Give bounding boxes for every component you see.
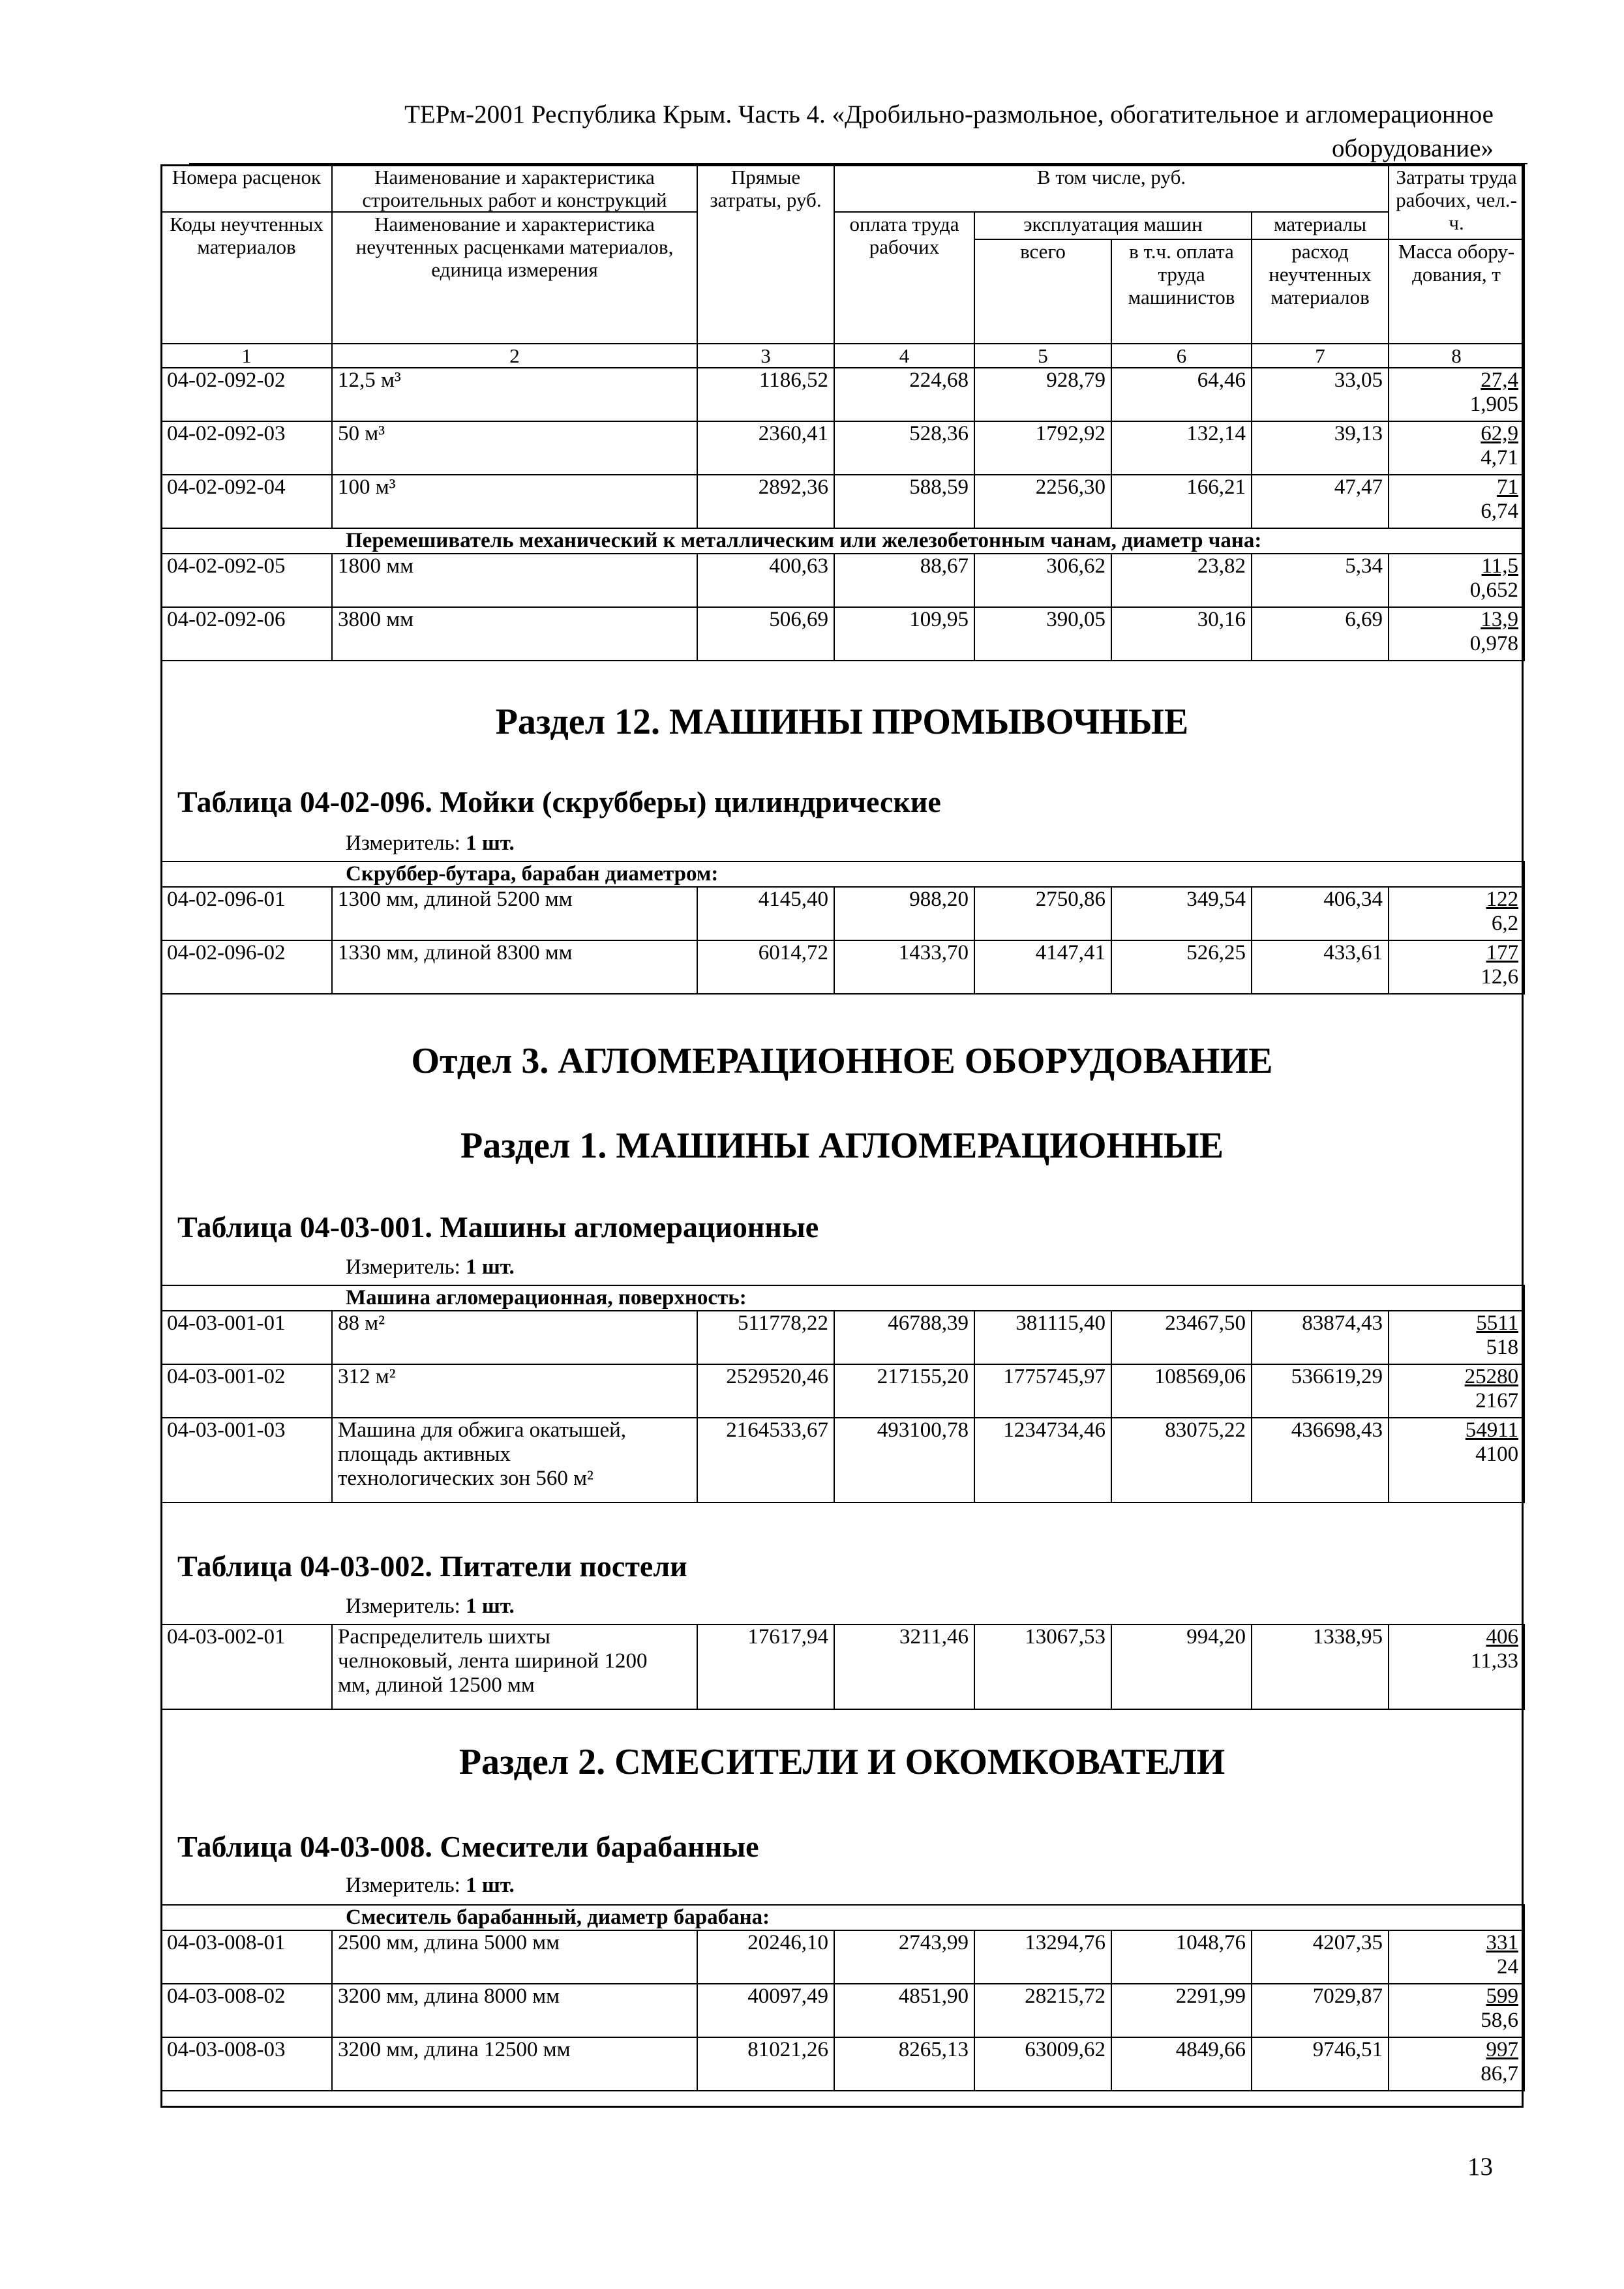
table-002-measure	[346, 1594, 515, 1619]
group-title: Скруббер-бутара, барабан диаметром:	[161, 861, 1524, 887]
incl-header: В том числе, руб.	[834, 165, 1389, 212]
group-title: Перемешиватель механический к металлическим или железобетонным чанам, диаметр чана:	[161, 528, 1524, 554]
table-001	[160, 1285, 1525, 1503]
table-008	[160, 1904, 1525, 2091]
section-12-title: Раздел 12. МАШИНЫ ПРОМЫВОЧНЫЕ	[495, 702, 1189, 742]
measure-label: Измеритель:	[346, 831, 460, 855]
labor-cost: 46788,39	[834, 1311, 974, 1364]
machine-cost: 1792,92	[974, 421, 1111, 475]
rate-code: 04-03-008-02	[161, 1984, 332, 2037]
rate-code: 04-03-008-01	[161, 1930, 332, 1984]
machine-cost: 13067,53	[974, 1624, 1111, 1709]
direct-cost: 2164533,67	[697, 1418, 834, 1503]
machine-cost: 4147,41	[974, 940, 1111, 994]
page-header	[189, 98, 1494, 166]
material-cost: 47,47	[1252, 475, 1389, 528]
rate-code: 04-03-008-03	[161, 2037, 332, 2091]
table-row	[161, 475, 1524, 528]
material-cost: 436698,43	[1252, 1418, 1389, 1503]
rate-name-line-2: площадь активных	[338, 1443, 511, 1466]
direct-cost: 20246,10	[697, 1930, 834, 1984]
machinist-cost: 23467,50	[1111, 1311, 1252, 1364]
table-row	[161, 421, 1524, 475]
group-row	[161, 1905, 1524, 1930]
table-001-measure	[346, 1255, 515, 1279]
labor-cost: 224,68	[834, 368, 974, 421]
direct-cost: 4145,40	[697, 887, 834, 940]
direct-cost: 2360,41	[697, 421, 834, 475]
material-cost: 7029,87	[1252, 1984, 1389, 2037]
machine-cost: 381115,40	[974, 1311, 1111, 1364]
table-row	[161, 607, 1524, 661]
rate-name: 3800 мм	[332, 607, 697, 661]
rate-code: 04-03-002-01	[161, 1624, 332, 1709]
section-1-title: Раздел 1. МАШИНЫ АГЛОМЕРАЦИОННЫЕ	[460, 1126, 1224, 1166]
rate-name: 2500 мм, длина 5000 мм	[332, 1930, 697, 1984]
measure-value: 1 шт.	[466, 1594, 515, 1618]
machine-cost: 928,79	[974, 368, 1111, 421]
equipment-mass: 86,7	[1481, 2062, 1519, 2086]
material-cost: 6,69	[1252, 607, 1389, 661]
equipment-mass: 58,6	[1481, 2009, 1519, 2032]
table-row	[161, 1418, 1524, 1503]
rate-code: 04-02-092-06	[161, 607, 332, 661]
labor-cost: 588,59	[834, 475, 974, 528]
machinist-cost: 30,16	[1111, 607, 1252, 661]
equipment-mass: 24	[1497, 1955, 1519, 1979]
labor-hours: 13,9	[1481, 608, 1519, 631]
measure-label: Измеритель:	[346, 1255, 460, 1279]
labor-cost: 528,36	[834, 421, 974, 475]
col-num-1: 1	[161, 344, 332, 368]
machinist-cost: 83075,22	[1111, 1418, 1252, 1503]
table-row	[161, 554, 1524, 607]
rate-name: 1300 мм, длиной 5200 мм	[332, 887, 697, 940]
page-number: 13	[1467, 2153, 1493, 2181]
labor-cost: 2743,99	[834, 1930, 974, 1984]
rate-name-line-1: Машина для обжига окатышей,	[338, 1418, 627, 1442]
table-096-measure	[346, 831, 515, 856]
rate-name: 1800 мм	[332, 554, 697, 607]
table-row	[161, 940, 1524, 994]
rate-name: 1330 мм, длиной 8300 мм	[332, 940, 697, 994]
direct-cost: 2529520,46	[697, 1364, 834, 1418]
machinist-cost: 349,54	[1111, 887, 1252, 940]
material-cost: 406,34	[1252, 887, 1389, 940]
otdel-3-title: Отдел 3. АГЛОМЕРАЦИОННОЕ ОБОРУДОВАНИЕ	[411, 1041, 1273, 1081]
col2-top: Наименование и характеристика строительных работ и конструкций	[332, 165, 697, 212]
col-num-3: 3	[697, 344, 834, 368]
equipment-mass: 1,905	[1469, 393, 1519, 416]
table-001-title: Таблица 04-03-001. Машины агломерационные	[177, 1210, 819, 1244]
table-096	[160, 861, 1525, 995]
machinist-cost: 23,82	[1111, 554, 1252, 607]
header-line-2: оборудование»	[1332, 134, 1494, 162]
col-num-8: 8	[1389, 344, 1524, 368]
labor-hours: 331	[1486, 1931, 1519, 1954]
rate-name-line-2: челноковый, лента шириной 1200	[338, 1649, 648, 1673]
rate-code: 04-02-092-03	[161, 421, 332, 475]
rate-code: 04-02-092-04	[161, 475, 332, 528]
labor-hours: 62,9	[1481, 422, 1519, 445]
table-008-title: Таблица 04-03-008. Смесители барабанные	[177, 1830, 759, 1863]
direct-cost: 17617,94	[697, 1624, 834, 1709]
machine-cost: 1234734,46	[974, 1418, 1111, 1503]
machine-cost: 306,62	[974, 554, 1111, 607]
machinist-cost: 2291,99	[1111, 1984, 1252, 2037]
col8-bottom: Масса обору-дования, т	[1389, 239, 1524, 344]
rate-name: 3200 мм, длина 8000 мм	[332, 1984, 697, 2037]
direct-cost: 81021,26	[697, 2037, 834, 2091]
col4-header: оплата труда рабочих	[834, 212, 974, 344]
labor-cost: 493100,78	[834, 1418, 974, 1503]
col3-header: Прямые затраты, руб.	[697, 165, 834, 344]
material-cost: 39,13	[1252, 421, 1389, 475]
table-row	[161, 1624, 1524, 1709]
col-num-4: 4	[834, 344, 974, 368]
material-cost: 4207,35	[1252, 1930, 1389, 1984]
group-title: Машина агломерационная, поверхность:	[161, 1285, 1524, 1311]
equipment-mass: 6,74	[1481, 500, 1519, 523]
rate-code: 04-02-092-05	[161, 554, 332, 607]
table-row	[161, 1364, 1524, 1418]
machine-cost: 63009,62	[974, 2037, 1111, 2091]
table-row	[161, 1311, 1524, 1364]
rate-name-line-3: технологических зон 560 м²	[338, 1467, 594, 1490]
machine-cost: 1775745,97	[974, 1364, 1111, 1418]
machine-cost: 13294,76	[974, 1930, 1111, 1984]
direct-cost: 6014,72	[697, 940, 834, 994]
col7-header: расход неучтенных материалов	[1252, 239, 1389, 344]
machinist-cost: 132,14	[1111, 421, 1252, 475]
labor-hours: 27,4	[1481, 368, 1519, 392]
measure-label: Измеритель:	[346, 1594, 460, 1618]
col6-header: в т.ч. оплата труда машинистов	[1111, 239, 1252, 344]
table-002	[160, 1624, 1525, 1710]
labor-hours: 406	[1486, 1625, 1518, 1649]
measure-value: 1 шт.	[466, 1255, 515, 1279]
col-num-6: 6	[1111, 344, 1252, 368]
labor-hours: 71	[1497, 475, 1519, 499]
rate-code: 04-02-096-01	[161, 887, 332, 940]
labor-hours: 54911	[1465, 1418, 1519, 1442]
labor-hours: 25280	[1464, 1365, 1519, 1388]
rate-code: 04-02-096-02	[161, 940, 332, 994]
equipment-mass: 4100	[1475, 1443, 1519, 1466]
rate-code: 04-03-001-03	[161, 1418, 332, 1503]
labor-cost: 109,95	[834, 607, 974, 661]
labor-cost: 8265,13	[834, 2037, 974, 2091]
material-cost: 5,34	[1252, 554, 1389, 607]
labor-cost: 217155,20	[834, 1364, 974, 1418]
equipment-mass: 0,652	[1469, 578, 1519, 602]
machinist-cost: 166,21	[1111, 475, 1252, 528]
direct-cost: 400,63	[697, 554, 834, 607]
material-cost: 33,05	[1252, 368, 1389, 421]
rates-table-top	[160, 164, 1525, 661]
table-row	[161, 887, 1524, 940]
machinist-cost: 4849,66	[1111, 2037, 1252, 2091]
material-cost: 9746,51	[1252, 2037, 1389, 2091]
table-096-title: Таблица 04-02-096. Мойки (скрубберы) цилиндрические	[177, 785, 941, 818]
equipment-mass: 0,978	[1469, 632, 1519, 655]
col-num-5: 5	[974, 344, 1111, 368]
rate-name: 88 м²	[332, 1311, 697, 1364]
measure-label: Измеритель:	[346, 1874, 460, 1897]
col1-bottom: Коды неучтенных материалов	[161, 212, 332, 344]
equipment-mass: 6,2	[1491, 912, 1519, 935]
machine-cost: 28215,72	[974, 1984, 1111, 2037]
machine-cost: 390,05	[974, 607, 1111, 661]
group-row	[161, 861, 1524, 887]
rate-name: 100 м³	[332, 475, 697, 528]
labor-cost: 988,20	[834, 887, 974, 940]
machines-header: эксплуатация машин	[974, 212, 1252, 239]
machine-cost: 2750,86	[974, 887, 1111, 940]
material-cost: 1338,95	[1252, 1624, 1389, 1709]
col2-bottom: Наименование и характеристика неучтенных расценками материалов, единица измерения	[332, 212, 697, 344]
machinist-cost: 526,25	[1111, 940, 1252, 994]
col5-header: всего	[974, 239, 1111, 344]
labor-hours: 599	[1486, 1984, 1519, 2008]
rate-name: 3200 мм, длина 12500 мм	[332, 2037, 697, 2091]
labor-cost: 3211,46	[834, 1624, 974, 1709]
table-row	[161, 368, 1524, 421]
rate-name: 312 м²	[332, 1364, 697, 1418]
rate-code: 04-03-001-02	[161, 1364, 332, 1418]
col-num-7: 7	[1252, 344, 1389, 368]
material-cost: 83874,43	[1252, 1311, 1389, 1364]
labor-hours: 177	[1486, 941, 1519, 965]
direct-cost: 40097,49	[697, 1984, 834, 2037]
group-row	[161, 1285, 1524, 1311]
group-title: Смеситель барабанный, диаметр барабана:	[161, 1905, 1524, 1930]
col-num-2: 2	[332, 344, 697, 368]
col8-top: Затраты труда рабочих, чел.-ч.	[1389, 165, 1524, 239]
equipment-mass: 12,6	[1481, 965, 1519, 989]
labor-cost: 1433,70	[834, 940, 974, 994]
equipment-mass: 4,71	[1481, 446, 1519, 470]
labor-cost: 88,67	[834, 554, 974, 607]
table-row	[161, 2037, 1524, 2091]
machinist-cost: 64,46	[1111, 368, 1252, 421]
equipment-mass: 11,33	[1470, 1649, 1518, 1673]
section-2-title: Раздел 2. СМЕСИТЕЛИ И ОКОМКОВАТЕЛИ	[459, 1742, 1226, 1782]
labor-hours: 11,5	[1481, 554, 1519, 578]
machinist-cost: 1048,76	[1111, 1930, 1252, 1984]
labor-hours: 122	[1486, 888, 1519, 911]
group-row	[161, 528, 1524, 554]
equipment-mass: 2167	[1475, 1389, 1519, 1413]
table-008-measure	[346, 1874, 515, 1898]
machinist-cost: 108569,06	[1111, 1364, 1252, 1418]
direct-cost: 506,69	[697, 607, 834, 661]
rate-code: 04-02-092-02	[161, 368, 332, 421]
materials-header: материалы	[1252, 212, 1389, 239]
rate-name: 12,5 м³	[332, 368, 697, 421]
labor-hours: 5511	[1476, 1311, 1519, 1335]
rate-name: 50 м³	[332, 421, 697, 475]
col1-top: Номера расценок	[161, 165, 332, 212]
table-002-title: Таблица 04-03-002. Питатели постели	[177, 1549, 687, 1583]
measure-value: 1 шт.	[466, 1874, 515, 1897]
direct-cost: 511778,22	[697, 1311, 834, 1364]
material-cost: 536619,29	[1252, 1364, 1389, 1418]
measure-value: 1 шт.	[466, 831, 515, 855]
table-row	[161, 1930, 1524, 1984]
direct-cost: 2892,36	[697, 475, 834, 528]
direct-cost: 1186,52	[697, 368, 834, 421]
machinist-cost: 994,20	[1111, 1624, 1252, 1709]
table-row	[161, 1984, 1524, 2037]
rate-code: 04-03-001-01	[161, 1311, 332, 1364]
labor-hours: 997	[1486, 2038, 1519, 2061]
equipment-mass: 518	[1486, 1336, 1519, 1359]
machine-cost: 2256,30	[974, 475, 1111, 528]
rate-name-line-3: мм, длиной 12500 мм	[338, 1673, 535, 1697]
header-line-1: ТЕРм-2001 Республика Крым. Часть 4. «Дробильно-размольное, обогатительное и агломерационное	[404, 100, 1494, 128]
labor-cost: 4851,90	[834, 1984, 974, 2037]
rate-name-line-1: Распределитель шихты	[338, 1625, 550, 1649]
material-cost: 433,61	[1252, 940, 1389, 994]
